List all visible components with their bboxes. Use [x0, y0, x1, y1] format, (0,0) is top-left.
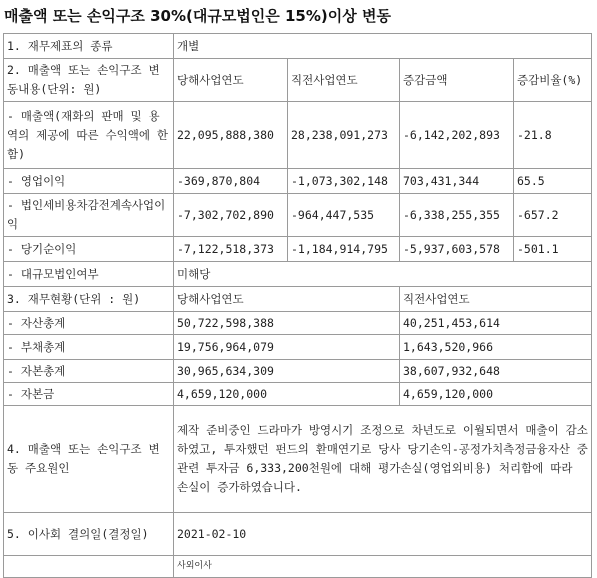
capital-previous: 4,659,120,000 [400, 383, 592, 406]
row-outside-directors-partial [4, 556, 592, 578]
pretax-diff: -6,338,255,355 [400, 194, 514, 237]
op-income-diff: 703,431,344 [400, 169, 514, 194]
equity-previous: 38,607,932,648 [400, 360, 592, 383]
liabilities-previous: 1,643,520,966 [400, 335, 592, 360]
liabilities-label: - 부채총계 [4, 335, 174, 360]
row-large-corp [4, 262, 592, 287]
capital-current: 4,659,120,000 [174, 383, 400, 406]
net-income-diff: -5,937,603,578 [400, 237, 514, 262]
reason-label: 4. 매출액 또는 손익구조 변동 주요원인 [4, 406, 174, 513]
fin-header-current: 당해사업연도 [174, 287, 400, 312]
page-title: 매출액 또는 손익구조 30%(대규모법인은 15%)이상 변동 [4, 7, 391, 25]
equity-label: - 자본총계 [4, 360, 174, 383]
pretax-previous: -964,447,535 [288, 194, 400, 237]
op-income-current: -369,870,804 [174, 169, 288, 194]
assets-current: 50,722,598,388 [174, 312, 400, 335]
net-income-previous: -1,184,914,795 [288, 237, 400, 262]
row-assets [4, 312, 592, 335]
equity-current: 30,965,634,309 [174, 360, 400, 383]
op-income-previous: -1,073,302,148 [288, 169, 400, 194]
row-board-date [4, 513, 592, 556]
outside-directors-value-partial: 사외이사 [174, 556, 592, 578]
large-corp-label: - 대규모법인여부 [4, 262, 174, 287]
row-net-income [4, 237, 592, 262]
row-liabilities [4, 335, 592, 360]
sales-label: - 매출액(재화의 판매 및 용역의 제공에 따른 수익액에 한함) [4, 102, 174, 169]
board-date-value: 2021-02-10 [174, 513, 592, 556]
reason-value: 제작 준비중인 드라마가 방영시기 조정으로 차년도로 이월되면서 매출이 감소하였고, 투자했던 펀드의 환매연기로 당사 당기손익-공정가치측정금융자산 중 관련 투자금 6,333,200천원에 대해 평가손실(영업외비용) 처리함에 따라 손실이 증가하였습니다. [174, 406, 592, 513]
row-fin-header [4, 287, 592, 312]
assets-label: - 자산총계 [4, 312, 174, 335]
pretax-rate: -657.2 [514, 194, 592, 237]
fin-header-label: 3. 재무현황(단위 : 원) [4, 287, 174, 312]
change-header-rate: 증감비율(%) [514, 59, 592, 102]
capital-label: - 자본금 [4, 383, 174, 406]
row-equity [4, 360, 592, 383]
sales-rate: -21.8 [514, 102, 592, 169]
board-date-label: 5. 이사회 결의일(결정일) [4, 513, 174, 556]
op-income-rate: 65.5 [514, 169, 592, 194]
sales-previous: 28,238,091,273 [288, 102, 400, 169]
net-income-current: -7,122,518,373 [174, 237, 288, 262]
fs-type-value: 개별 [174, 34, 592, 59]
liabilities-current: 19,756,964,079 [174, 335, 400, 360]
row-sales [4, 102, 592, 169]
row-change-header [4, 59, 592, 102]
row-reason [4, 406, 592, 513]
row-pretax [4, 194, 592, 237]
pretax-label: - 법인세비용차감전계속사업이익 [4, 194, 174, 237]
net-income-label: - 당기순이익 [4, 237, 174, 262]
sales-current: 22,095,888,380 [174, 102, 288, 169]
outside-directors-label-partial [4, 556, 174, 578]
change-header-diff: 증감금액 [400, 59, 514, 102]
change-header-previous: 직전사업연도 [288, 59, 400, 102]
large-corp-value: 미해당 [174, 262, 592, 287]
row-fs-type [4, 34, 592, 59]
row-op-income [4, 169, 592, 194]
pretax-current: -7,302,702,890 [174, 194, 288, 237]
net-income-rate: -501.1 [514, 237, 592, 262]
change-header-label: 2. 매출액 또는 손익구조 변동내용(단위: 원) [4, 59, 174, 102]
assets-previous: 40,251,453,614 [400, 312, 592, 335]
op-income-label: - 영업이익 [4, 169, 174, 194]
change-header-current: 당해사업연도 [174, 59, 288, 102]
row-capital [4, 383, 592, 406]
fin-header-previous: 직전사업연도 [400, 287, 592, 312]
sales-diff: -6,142,202,893 [400, 102, 514, 169]
disclosure-table [3, 33, 592, 578]
fs-type-label: 1. 재무제표의 종류 [4, 34, 174, 59]
